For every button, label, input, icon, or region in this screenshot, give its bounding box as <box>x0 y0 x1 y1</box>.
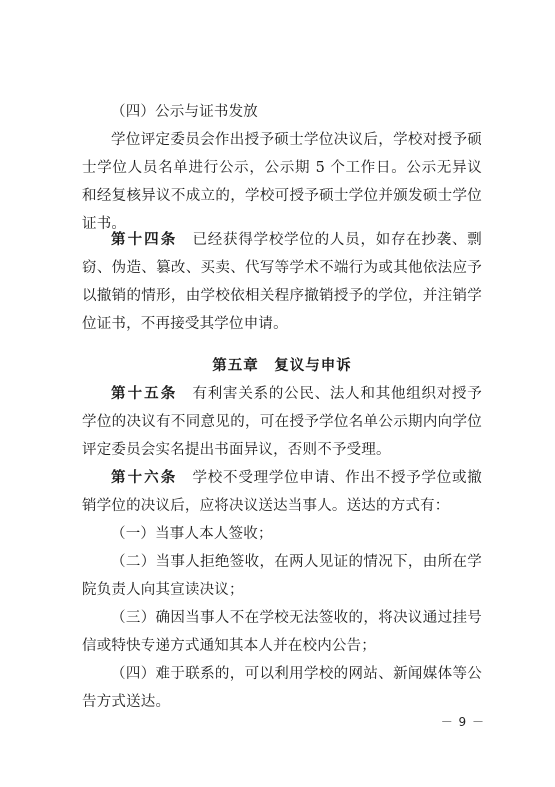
article16-label: 第十六条 <box>111 469 178 486</box>
article15-text: 有利害关系的公民、法人和其他组织对授予学位的决议有不同意见的，可在授予学位名单公示期内向学位评定委员会实名提出书面异议，否则不予受理。 <box>82 386 482 458</box>
section4-body: 学位评定委员会作出授予硕士学位决议后，学校对授予硕士学位人员名单进行公示，公示期 5 个工作日。公示无异议和经复核异议不成立的，学校可授予硕士学位并颁发硕士学位证书。 <box>82 132 482 232</box>
article14-text: 已经获得学校学位的人员，如存在抄袭、剽窃、伪造、篡改、买卖、代写等学术不端行为或其他依法应予以撤销的情形，由学校依相关程序撤销授予的学位，并注销学位证书，不再接受其学位申请。 <box>82 232 482 332</box>
article15-block <box>82 380 482 464</box>
article16-paragraph <box>82 464 482 520</box>
article16-item-1: （一）当事人本人签收； <box>111 526 273 542</box>
section4-block <box>82 98 482 238</box>
article16-text: 学校不受理学位申请、作出不授予学位或撤销学位的决议后，应将决议送达当事人。送达的方式有： <box>82 470 482 514</box>
article16-item-2: （二）当事人拒绝签收，在两人见证的情况下，由所在学院负责人向其宣读决议； <box>82 554 482 598</box>
article15-paragraph <box>82 380 482 464</box>
article14-label: 第十四条 <box>111 231 178 248</box>
chapter5-title: 第五章 复议与申诉 <box>212 357 352 374</box>
article15-label: 第十五条 <box>111 385 178 402</box>
article16-item-4: （四）难于联系的，可以利用学校的网站、新闻媒体等公告方式送达。 <box>82 666 482 710</box>
chapter5-block <box>82 352 482 380</box>
article16-item-3: （三）确因当事人不在学校无法签收的，将决议通过挂号信或特快专递方式通知其本人并在校内公告； <box>82 610 482 654</box>
article16-block <box>82 464 482 716</box>
page-number: － 9 － <box>440 715 485 729</box>
article14-paragraph <box>82 226 482 338</box>
section4-heading: （四）公示与证书发放 <box>111 104 258 120</box>
article14-block <box>82 226 482 338</box>
